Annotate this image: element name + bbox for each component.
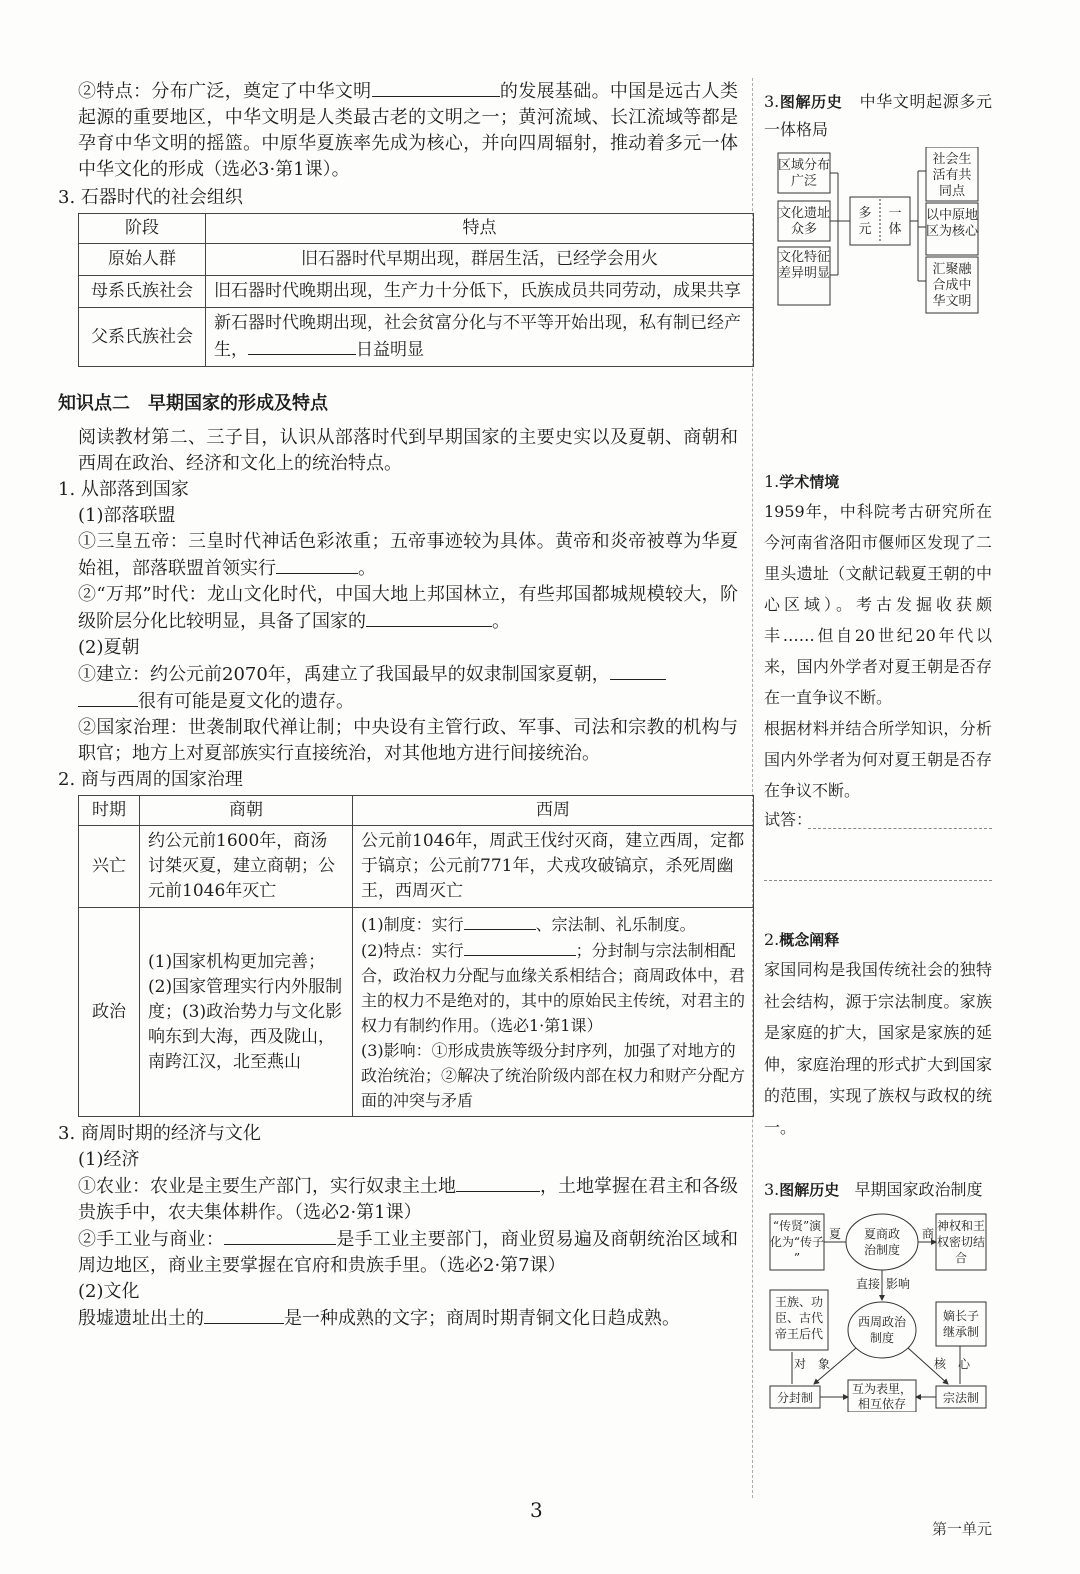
zhou-1a: (1)制度：实行 bbox=[361, 915, 464, 934]
diagram2-title bbox=[764, 1176, 992, 1204]
main-column bbox=[58, 78, 746, 1332]
craft-text-a: ②手工业与商业： bbox=[78, 1229, 225, 1250]
label-sites: 文化遗址众多 bbox=[777, 206, 831, 237]
kp2-intro: 阅读教材第二、三子目，认识从部落时代到早期国家的主要史实以及夏朝、商朝和西周在政治、经济和文化上的统治特点。 bbox=[78, 427, 738, 474]
label-xizhou: 西周政治制度 bbox=[857, 1315, 907, 1345]
label-xia: 夏 bbox=[828, 1227, 842, 1241]
sidebar-academic bbox=[764, 468, 992, 881]
answer-line[interactable] bbox=[808, 827, 992, 829]
kp2-title: 知识点二 早期国家的形成及特点 bbox=[58, 393, 328, 414]
zhou-2a: (2)特点：实行 bbox=[361, 941, 464, 960]
sidebar-concept bbox=[764, 926, 992, 1143]
fill-blank[interactable] bbox=[464, 911, 536, 930]
fill-blank[interactable] bbox=[224, 1226, 336, 1245]
fill-blank[interactable] bbox=[456, 1173, 540, 1192]
th-period: 时期 bbox=[79, 796, 140, 826]
sidebar-diagram-politics bbox=[764, 1176, 992, 1420]
p2-text-b: 。 bbox=[492, 611, 510, 632]
feature-text-b: 日益明显 bbox=[356, 340, 424, 360]
kp2-p3 bbox=[58, 661, 738, 715]
label-hexin: 核 心 bbox=[933, 1357, 971, 1371]
stage-cell: 父系氏族社会 bbox=[79, 308, 206, 367]
label-shang: 商 bbox=[921, 1227, 935, 1241]
culture-text-b: 是一种成熟的文字；商周时期青铜文化日趋成熟。 bbox=[284, 1308, 680, 1329]
econ-subheading: (1)经济 bbox=[78, 1149, 140, 1170]
zhou-politics-3: (3)影响：①形成贵族等级分封序列，加强了对地方的政治统治；②解决了统治阶级内部在权力和财产分配方面的冲突与矛盾 bbox=[361, 1041, 746, 1110]
diagram1-num: 3. bbox=[764, 92, 780, 111]
fill-blank[interactable] bbox=[610, 661, 666, 680]
th-zhou: 西周 bbox=[353, 796, 754, 826]
stage-cell: 母系氏族社会 bbox=[79, 276, 206, 308]
kp2-s2-heading: 2. 商与西周的国家治理 bbox=[58, 769, 243, 790]
kp2-p4: ②国家治理：世袭制取代禅让制；中央设有主管行政、军事、司法和宗教的机构与职官；地方上对夏部族实行直接统治，对其他地方进行间接统治。 bbox=[78, 717, 738, 764]
origins-diagram bbox=[764, 147, 992, 327]
shang-rise-fall: 约公元前1600年，商汤讨桀灭夏，建立商朝；公元前1046年灭亡 bbox=[140, 826, 353, 908]
fill-blank[interactable] bbox=[78, 688, 138, 707]
zhou-rise-fall: 公元前1046年，周武王伐纣灭商，建立西周，定都于镐京；公元前771年，犬戎攻破镐京，杀死周幽王，西周灭亡 bbox=[353, 826, 754, 908]
kp2-p2 bbox=[58, 582, 738, 635]
th-shang: 商朝 bbox=[140, 796, 353, 826]
zhou-1b: 、宗法制、礼乐制度。 bbox=[535, 915, 696, 934]
label-duixiang: 对 象 bbox=[793, 1357, 831, 1371]
label-shenquan: 神权和王权密切结合 bbox=[936, 1219, 986, 1265]
craft-paragraph bbox=[58, 1226, 738, 1279]
fill-blank[interactable] bbox=[276, 555, 358, 574]
p1-text-a: ①三皇五帝：三皇时代神话色彩浓重；五帝事迹较为具体。黄帝和炎帝被尊为华夏始祖，部落联盟首领实行 bbox=[78, 531, 738, 579]
fill-blank[interactable] bbox=[248, 336, 356, 355]
econ-culture-heading: 3. 商周时期的经济与文化 bbox=[58, 1123, 261, 1144]
label-features: 文化特征差异明显 bbox=[777, 250, 831, 281]
p3-text-a: ①建立：约公元前2070年，禹建立了我国最早的奴隶制国家夏朝， bbox=[78, 664, 610, 685]
zhou-politics bbox=[353, 908, 754, 1117]
label-xiashang: 夏商政治制度 bbox=[863, 1227, 901, 1257]
academic-label: 学术情境 bbox=[779, 473, 840, 491]
academic-num: 1. bbox=[764, 472, 780, 491]
feature-cell: 旧石器时代早期出现，群居生活，已经学会用火 bbox=[206, 244, 754, 276]
diagram2-num: 3. bbox=[764, 1180, 780, 1199]
diagram1-subtitle: 中华文明起源多元一体格局 bbox=[764, 92, 992, 139]
p2-text-a: ②“万邦”时代：龙山文化时代，中国大地上邦国林立，有些邦国都城规模较大，阶级阶层分化比较明显，具备了国家的 bbox=[78, 584, 738, 632]
diagram2-subtitle: 早期国家政治制度 bbox=[854, 1180, 983, 1199]
culture-text-a: 殷墟遗址出土的 bbox=[78, 1308, 204, 1329]
feature-cell: 旧石器时代晚期出现，生产力十分低下，氏族成员共同劳动，成果共享 bbox=[206, 276, 754, 308]
concept-text: 家国同构是我国传统社会的独特社会结构，源于宗法制度。家族是家庭的扩大，国家是家族的延伸，家庭治理的形式扩大到国家的范围，实现了族权与政权的统一。 bbox=[764, 960, 992, 1137]
page-number: 3 bbox=[530, 1498, 543, 1522]
craft-text-b: 是手工业主要部门，商业贸易遍及商朝统治区域和周边地区，商业主要掌握在官府和贵族手里。（选必2·第7课） bbox=[78, 1229, 739, 1276]
stage-cell: 原始人群 bbox=[79, 244, 206, 276]
agri-paragraph bbox=[58, 1173, 738, 1226]
shang-politics: (1)国家机构更加完善；(2)国家管理实行内外服制度；(3)政治势力与文化影响东到大海，西及陇山，南跨江汉，北至燕山 bbox=[140, 908, 353, 1117]
diagram1-label: 图解历史 bbox=[779, 93, 843, 111]
label-chuanxian: “传贤”演化为“传子” bbox=[769, 1219, 825, 1265]
zhou-politics-2 bbox=[361, 937, 745, 1038]
politics-diagram bbox=[764, 1212, 992, 1412]
sidebar-diagram-origins bbox=[764, 88, 992, 335]
agri-text-b: ，土地掌握在君主和各级贵族手中，农夫集体耕作。（选必2·第1课） bbox=[78, 1176, 738, 1223]
p3-text-b: 很有可能是夏文化的遗存。 bbox=[138, 691, 354, 712]
diagram2-label: 图解历史 bbox=[779, 1181, 840, 1199]
fill-blank[interactable] bbox=[366, 608, 492, 627]
label-region: 区域分布广泛 bbox=[777, 158, 831, 189]
label-common: 社会生活有共同点 bbox=[932, 152, 972, 199]
th-feature: 特点 bbox=[206, 214, 754, 244]
label-unified: 一体 bbox=[888, 206, 902, 237]
label-zongfa: 宗法制 bbox=[942, 1391, 980, 1405]
fill-blank[interactable] bbox=[464, 937, 576, 956]
academic-title bbox=[764, 468, 992, 496]
label-merge: 汇聚融合成中华文明 bbox=[932, 262, 972, 309]
label-huwei: 互为表里，相互依存 bbox=[851, 1382, 913, 1411]
intro-paragraph bbox=[58, 78, 738, 183]
label-wangzu: 王族、功臣、古代帝王后代 bbox=[774, 1295, 824, 1341]
culture-paragraph bbox=[58, 1305, 738, 1332]
academic-text: 1959年，中科院考古研究所在今河南省洛阳市偃师区发现了二里头遗址（文献记载夏王朝的中心区域）。考古发掘收获颇丰……但自20世纪20年代以来，国内外学者对夏王朝是否存在一直争议不断。 bbox=[764, 502, 992, 707]
feature-cell bbox=[206, 308, 754, 367]
zhou-2b: ；分封制与宗法制相配合，政治权力分配与血缘关系相结合；商周政体中，君主的权力不是绝对的，其中的原始民主传统，对君主的权力有制约作用。（选必1·第1课） bbox=[361, 941, 746, 1035]
concept-title bbox=[764, 926, 992, 954]
label-fenfeng: 分封制 bbox=[776, 1391, 814, 1405]
row-label-rise-fall: 兴亡 bbox=[79, 826, 140, 908]
label-central: 以中原地区为核心 bbox=[925, 208, 979, 239]
academic-question: 根据材料并结合所学知识，分析国内外学者为何对夏王朝是否存在争议不断。 bbox=[764, 719, 992, 800]
label-yingxiang: 影响 bbox=[885, 1277, 911, 1291]
answer-line[interactable] bbox=[764, 879, 992, 881]
row-label-politics: 政治 bbox=[79, 908, 140, 1117]
label-diverse: 多元 bbox=[858, 206, 872, 237]
kp2-s1-1: (1)部落联盟 bbox=[78, 505, 176, 526]
shang-zhou-table bbox=[78, 795, 754, 1117]
intro-text-b: 的发展基础。中国是远古人类起源的重要地区，中华文明是人类最古老的文明之一；黄河流域、长江流域等都是孕育中华文明的摇篮。中原华夏族率先成为核心，并向四周辐射，推动着多元一体中华文化的形成（选必3·第1课）。 bbox=[78, 81, 738, 180]
kp2-p1 bbox=[58, 529, 738, 582]
diagram1-title bbox=[764, 88, 992, 143]
feature-text-a: 新石器时代晚期出现，社会贫富分化与不平等开始出现，私有制已经产生， bbox=[214, 313, 741, 360]
concept-num: 2. bbox=[764, 930, 780, 949]
zhou-politics-1 bbox=[361, 911, 745, 937]
label-dizhangzi: 嫡长子继承制 bbox=[942, 1309, 980, 1339]
circle-xiashang bbox=[846, 1214, 918, 1270]
stone-age-heading: 3. 石器时代的社会组织 bbox=[58, 187, 243, 208]
circle-xizhou bbox=[848, 1302, 916, 1358]
concept-label: 概念阐释 bbox=[779, 931, 840, 949]
label-zhijie: 直接 bbox=[855, 1277, 881, 1291]
th-stage: 阶段 bbox=[79, 214, 206, 244]
agri-text-a: ①农业：农业是主要生产部门，实行奴隶主土地 bbox=[78, 1176, 456, 1197]
p1-text-b: 。 bbox=[358, 558, 376, 579]
kp2-s1-heading: 1. 从部落到国家 bbox=[58, 479, 189, 500]
culture-subheading: (2)文化 bbox=[78, 1281, 140, 1302]
stone-age-table bbox=[78, 213, 754, 367]
answer-label: 试答： bbox=[764, 810, 813, 829]
kp2-s1-2: (2)夏朝 bbox=[78, 637, 140, 658]
unit-label: 第一单元 bbox=[932, 1520, 993, 1538]
intro-text-a: ②特点：分布广泛，奠定了中华文明 bbox=[78, 81, 372, 102]
fill-blank[interactable] bbox=[372, 78, 500, 97]
fill-blank[interactable] bbox=[204, 1305, 284, 1324]
